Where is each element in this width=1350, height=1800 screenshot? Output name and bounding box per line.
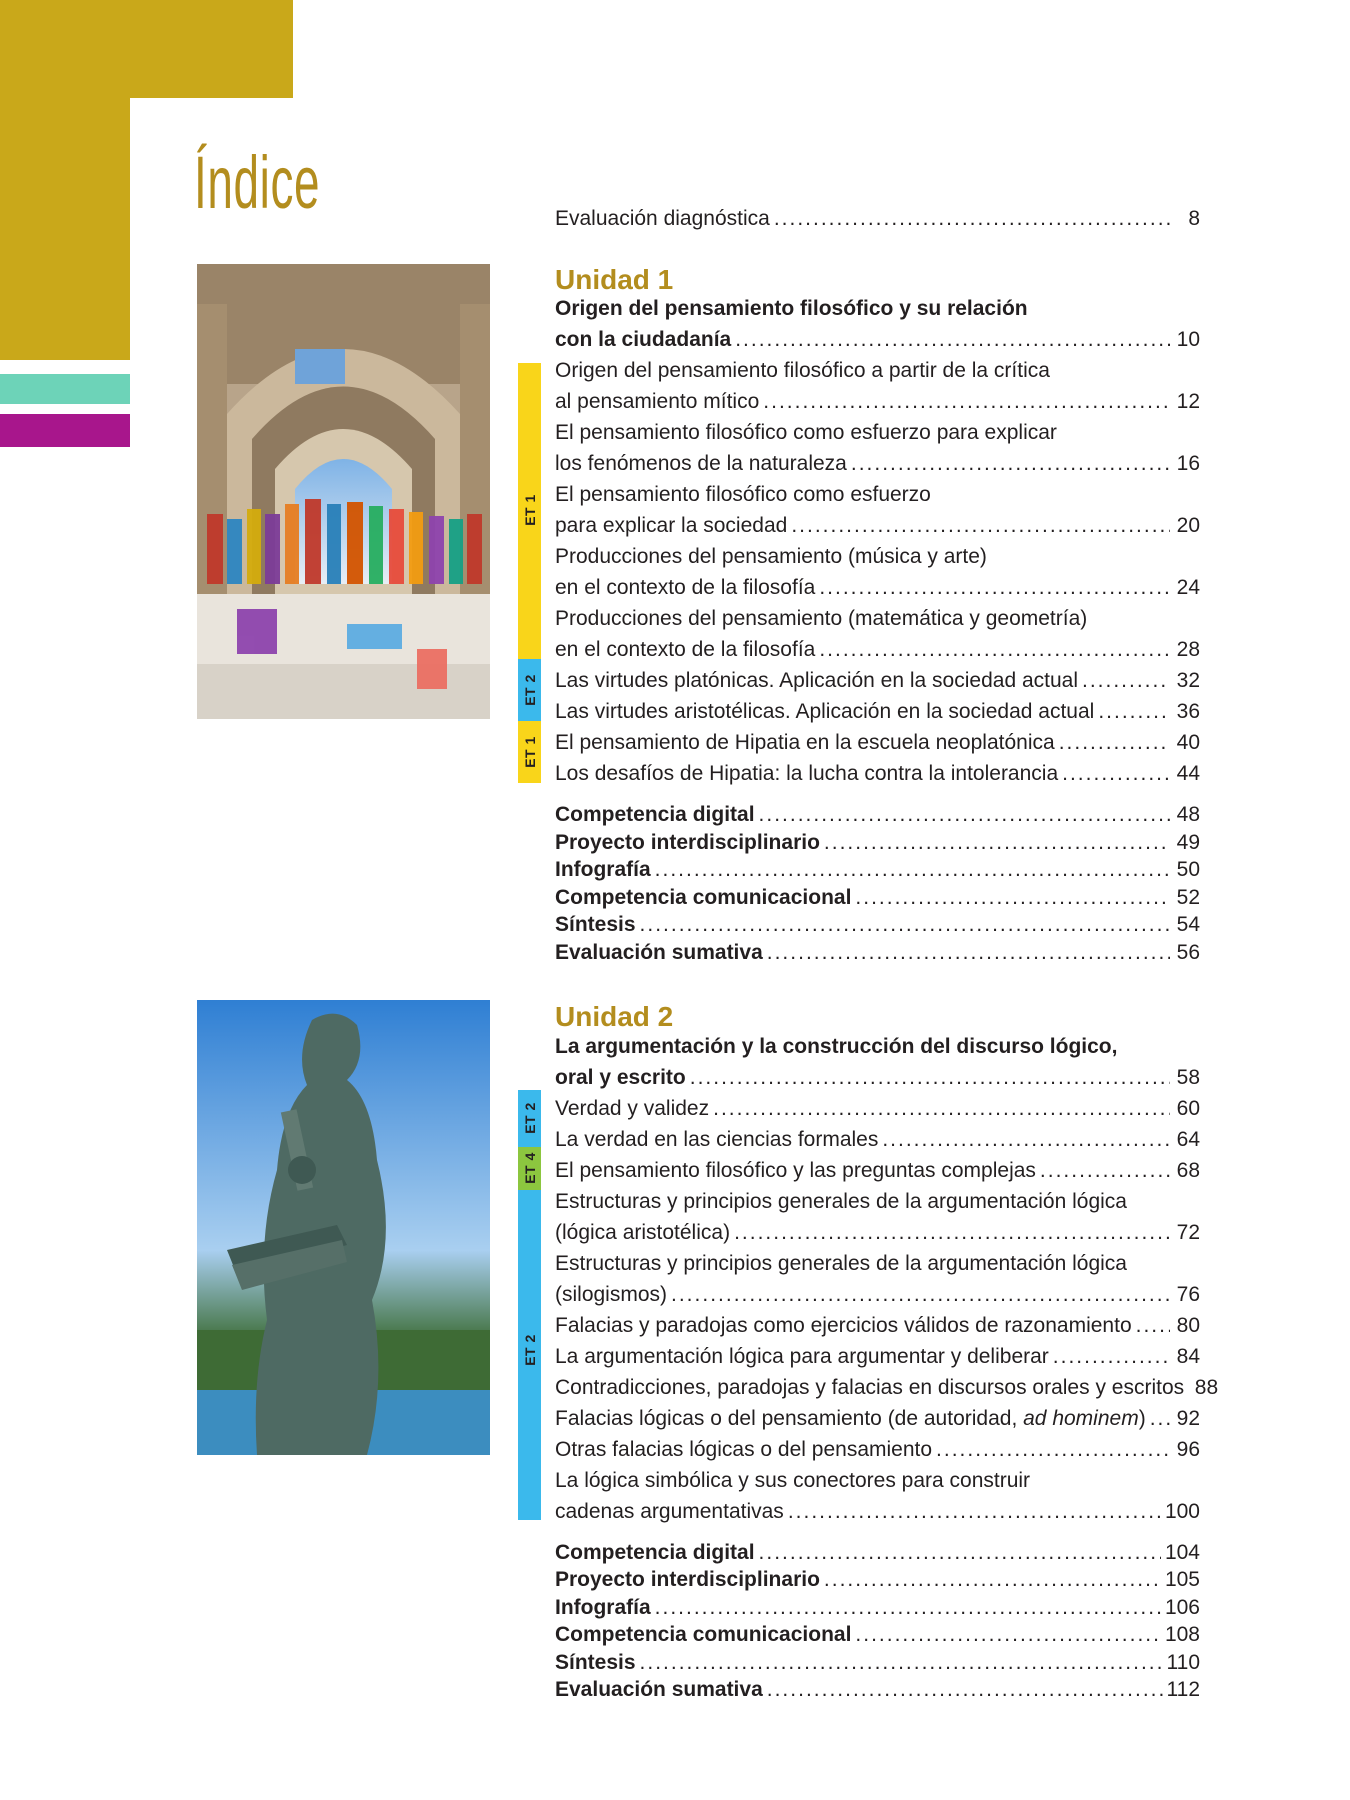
toc-entry[interactable]: Falacias y paradojas como ejercicios válidos de razonamiento ..... 80 [555, 1311, 1200, 1341]
school-of-athens-image [197, 264, 490, 719]
toc-entry[interactable]: El pensamiento de Hipatia en la escuela neoplatónica ..... 40 [555, 728, 1200, 758]
aristotle-statue-image [197, 1000, 490, 1455]
toc-entry[interactable]: Contradicciones, paradojas y falacias en discursos orales y escritos 88 [555, 1376, 1219, 1399]
toc-extra-entry[interactable]: Competencia digital ..... 104 [555, 1538, 1200, 1568]
toc-entry[interactable]: Verdad y validez ..... 60 [555, 1094, 1200, 1124]
toc-entry[interactable]: Las virtudes aristotélicas. Aplicación en la sociedad actual ..... 36 [555, 697, 1200, 727]
et-label: ET 1 [521, 736, 538, 768]
unit2-title: La argumentación y la construcción del discurso lógico, [555, 1035, 1118, 1058]
toc-extra-entry[interactable]: Competencia comunicacional ..... 108 [555, 1620, 1200, 1650]
toc-extra-entry[interactable]: Infografía ..... 50 [555, 855, 1200, 885]
toc-entry[interactable]: El pensamiento filosófico y las preguntas complejas ..... 68 [555, 1156, 1200, 1186]
toc-entry[interactable]: en el contexto de la filosofía ..... 28 [555, 635, 1200, 665]
unit1-title-entry[interactable]: con la ciudadanía ..... 10 [555, 325, 1200, 355]
toc-entry[interactable]: los fenómenos de la naturaleza ..... 16 [555, 449, 1200, 479]
toc-entry-text: El pensamiento filosófico como esfuerzo para explicar [555, 421, 1057, 444]
toc-entry-text: Estructuras y principios generales de la argumentación lógica [555, 1252, 1127, 1275]
toc-entry[interactable]: Otras falacias lógicas o del pensamiento ..... 96 [555, 1435, 1200, 1465]
page-title: Índice [194, 141, 321, 224]
gold-corner-block [0, 0, 293, 98]
gold-side-block [0, 98, 130, 360]
toc-entry[interactable]: cadenas argumentativas ..... 100 [555, 1497, 1200, 1527]
teal-accent-bar [0, 374, 130, 404]
toc-entry[interactable]: La argumentación lógica para argumentar y deliberar ..... 84 [555, 1342, 1200, 1372]
et-label: ET 4 [521, 1152, 538, 1184]
toc-extra-entry[interactable]: Evaluación sumativa ..... 56 [555, 938, 1200, 968]
toc-entry[interactable]: (silogismos) ..... 76 [555, 1280, 1200, 1310]
toc-entry-text: El pensamiento filosófico como esfuerzo [555, 483, 931, 506]
unit1-heading: Unidad 1 [555, 264, 674, 295]
toc-extra-entry[interactable]: Síntesis ..... 54 [555, 910, 1200, 940]
unit1-title: Origen del pensamiento filosófico y su relación [555, 297, 1028, 320]
toc-entry-text: Origen del pensamiento filosófico a partir de la crítica [555, 359, 1050, 382]
toc-entry[interactable]: Las virtudes platónicas. Aplicación en la sociedad actual ..... 32 [555, 666, 1200, 696]
toc-entry[interactable]: para explicar la sociedad ..... 20 [555, 511, 1200, 541]
toc-entry[interactable]: La verdad en las ciencias formales ..... 64 [555, 1125, 1200, 1155]
toc-entry[interactable]: (lógica aristotélica) ..... 72 [555, 1218, 1200, 1248]
toc-entry-text: Producciones del pensamiento (música y arte) [555, 545, 987, 568]
toc-entry-text: Estructuras y principios generales de la argumentación lógica [555, 1190, 1127, 1213]
toc-entry[interactable]: al pensamiento mítico ..... 12 [555, 387, 1200, 417]
toc-entry-text: Producciones del pensamiento (matemática y geometría) [555, 607, 1088, 630]
toc-entry[interactable]: Falacias lógicas o del pensamiento (de autoridad, ad hominem) ..... 92 [555, 1404, 1200, 1434]
et-label: ET 1 [521, 494, 538, 526]
unit2-heading: Unidad 2 [555, 1001, 674, 1032]
toc-extra-entry[interactable]: Evaluación sumativa ..... 112 [555, 1675, 1200, 1705]
toc-entry-diagnostic[interactable]: Evaluación diagnóstica ..... 8 [555, 204, 1200, 234]
unit2-title-entry[interactable]: oral y escrito ..... 58 [555, 1063, 1200, 1093]
et-label: ET 2 [521, 1102, 538, 1134]
toc-extra-entry[interactable]: Proyecto interdisciplinario ..... 105 [555, 1565, 1200, 1595]
toc-extra-entry[interactable]: Competencia comunicacional ..... 52 [555, 883, 1200, 913]
magenta-accent-bar [0, 414, 130, 447]
et-label: ET 2 [521, 1334, 538, 1366]
toc-extra-entry[interactable]: Proyecto interdisciplinario ..... 49 [555, 828, 1200, 858]
toc-entry-text: La lógica simbólica y sus conectores para construir [555, 1469, 1031, 1492]
toc-extra-entry[interactable]: Infografía ..... 106 [555, 1593, 1200, 1623]
toc-extra-entry[interactable]: Competencia digital ..... 48 [555, 800, 1200, 830]
toc-entry[interactable]: en el contexto de la filosofía ..... 24 [555, 573, 1200, 603]
toc-extra-entry[interactable]: Síntesis ..... 110 [555, 1648, 1200, 1678]
et-label: ET 2 [521, 674, 538, 706]
toc-entry[interactable]: Los desafíos de Hipatia: la lucha contra la intolerancia ..... 44 [555, 759, 1200, 789]
